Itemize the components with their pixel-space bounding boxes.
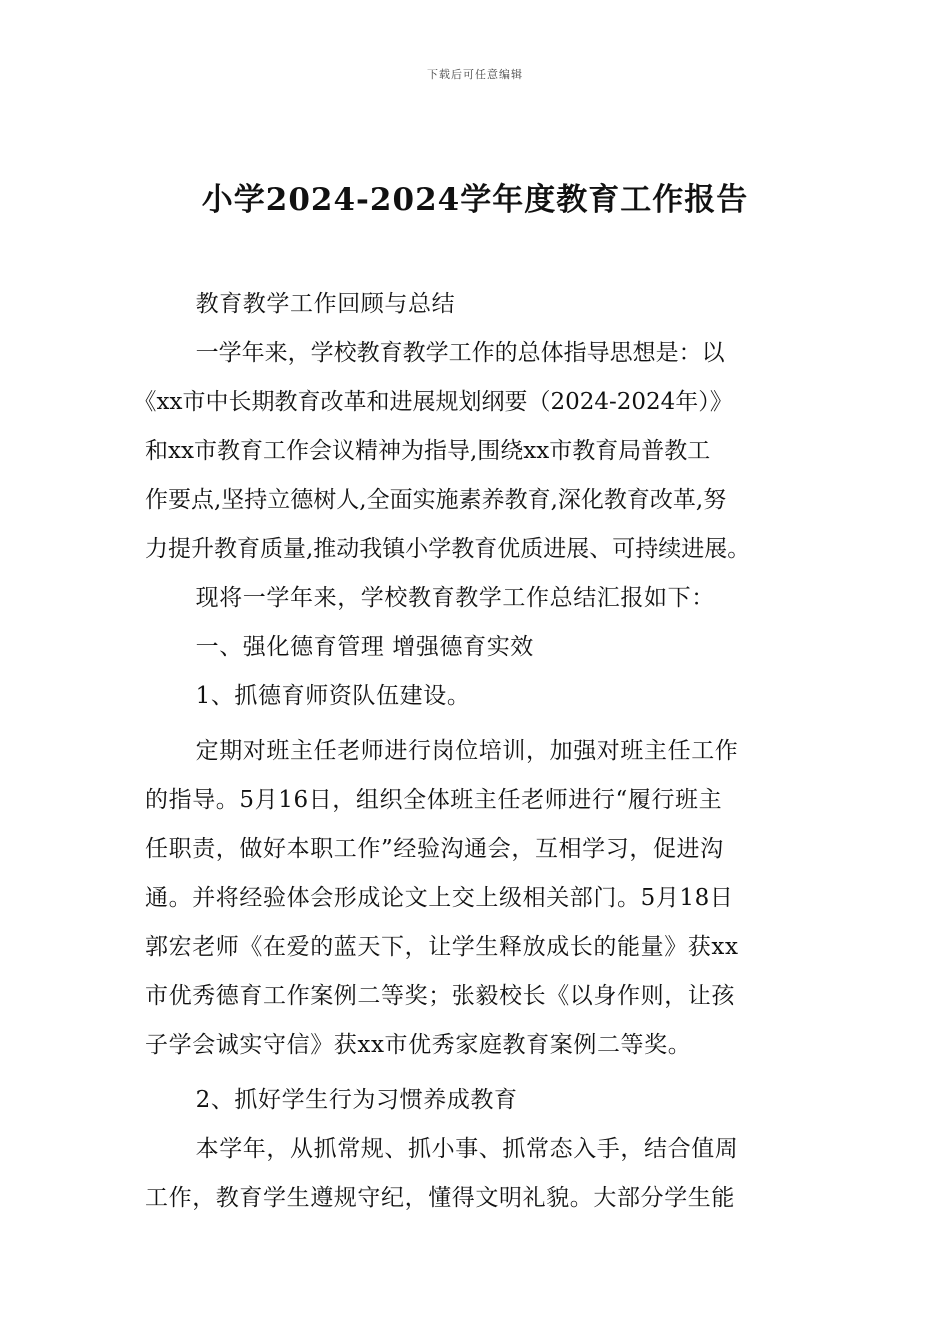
paragraph-guiding-ideology: [133, 329, 810, 574]
text-line: 教育教学工作回顾与总结: [195, 291, 456, 317]
page-header-note: 下载后可任意编辑: [427, 68, 523, 81]
text-line: 子学会诚实守信》获xx市优秀家庭教育案例二等奖。: [145, 1032, 692, 1058]
text-line: 市优秀德育工作案例二等奖；张毅校长《以身作则，让孩: [145, 983, 735, 1009]
subheading-behavior-habits: [145, 1076, 810, 1125]
text-line: 作要点,坚持立德树人,全面实施素养教育,深化教育改革,努: [145, 487, 727, 513]
text-line: 本学年，从抓常规、抓小事、抓常态入手，结合值周: [195, 1136, 739, 1162]
text-line: 力提升教育质量,推动我镇小学教育优质进展、可持续进展。: [145, 536, 751, 562]
text-line: 通。并将经验体会形成论文上交上级相关部门。5月18日: [145, 885, 734, 911]
paragraph-summary-intro: [145, 574, 810, 623]
text-line: 一学年来，学校教育教学工作的总体指导思想是：以: [195, 340, 725, 366]
text-line: 和xx市教育工作会议精神为指导,围绕xx市教育局普教工: [145, 438, 711, 464]
document-title: 小学2024-2024学年度教育工作报告: [201, 182, 749, 218]
section-heading-review: [145, 280, 810, 329]
document-body: [133, 280, 810, 1223]
text-line: 《xx市中长期教育改革和进展规划纲要（2024-2024年）》: [133, 389, 733, 415]
text-line: 现将一学年来，学校教育教学工作总结汇报如下：: [195, 585, 715, 611]
text-line: 1、抓德育师资队伍建设。: [195, 683, 471, 709]
text-line: 任职责，做好本职工作”经验沟通会，互相学习，促进沟: [145, 836, 724, 862]
section-heading-moral-education: [145, 623, 810, 672]
text-line: 的指导。5月16日，组织全体班主任老师进行“履行班主: [145, 787, 723, 813]
paragraph-teacher-training: [145, 727, 810, 1070]
text-line: 2、抓好学生行为习惯养成教育: [195, 1087, 518, 1113]
text-line: 定期对班主任老师进行岗位培训，加强对班主任工作: [195, 738, 739, 764]
text-line: 郭宏老师《在爱的蓝天下，让学生释放成长的能量》获xx: [145, 934, 739, 960]
paragraph-behavior-education: [145, 1125, 810, 1223]
text-line: 一、强化德育管理 增强德育实效: [195, 634, 534, 660]
subheading-teacher-team: [145, 672, 810, 721]
text-line: 工作，教育学生遵规守纪，懂得文明礼貌。大部分学生能: [145, 1185, 735, 1211]
